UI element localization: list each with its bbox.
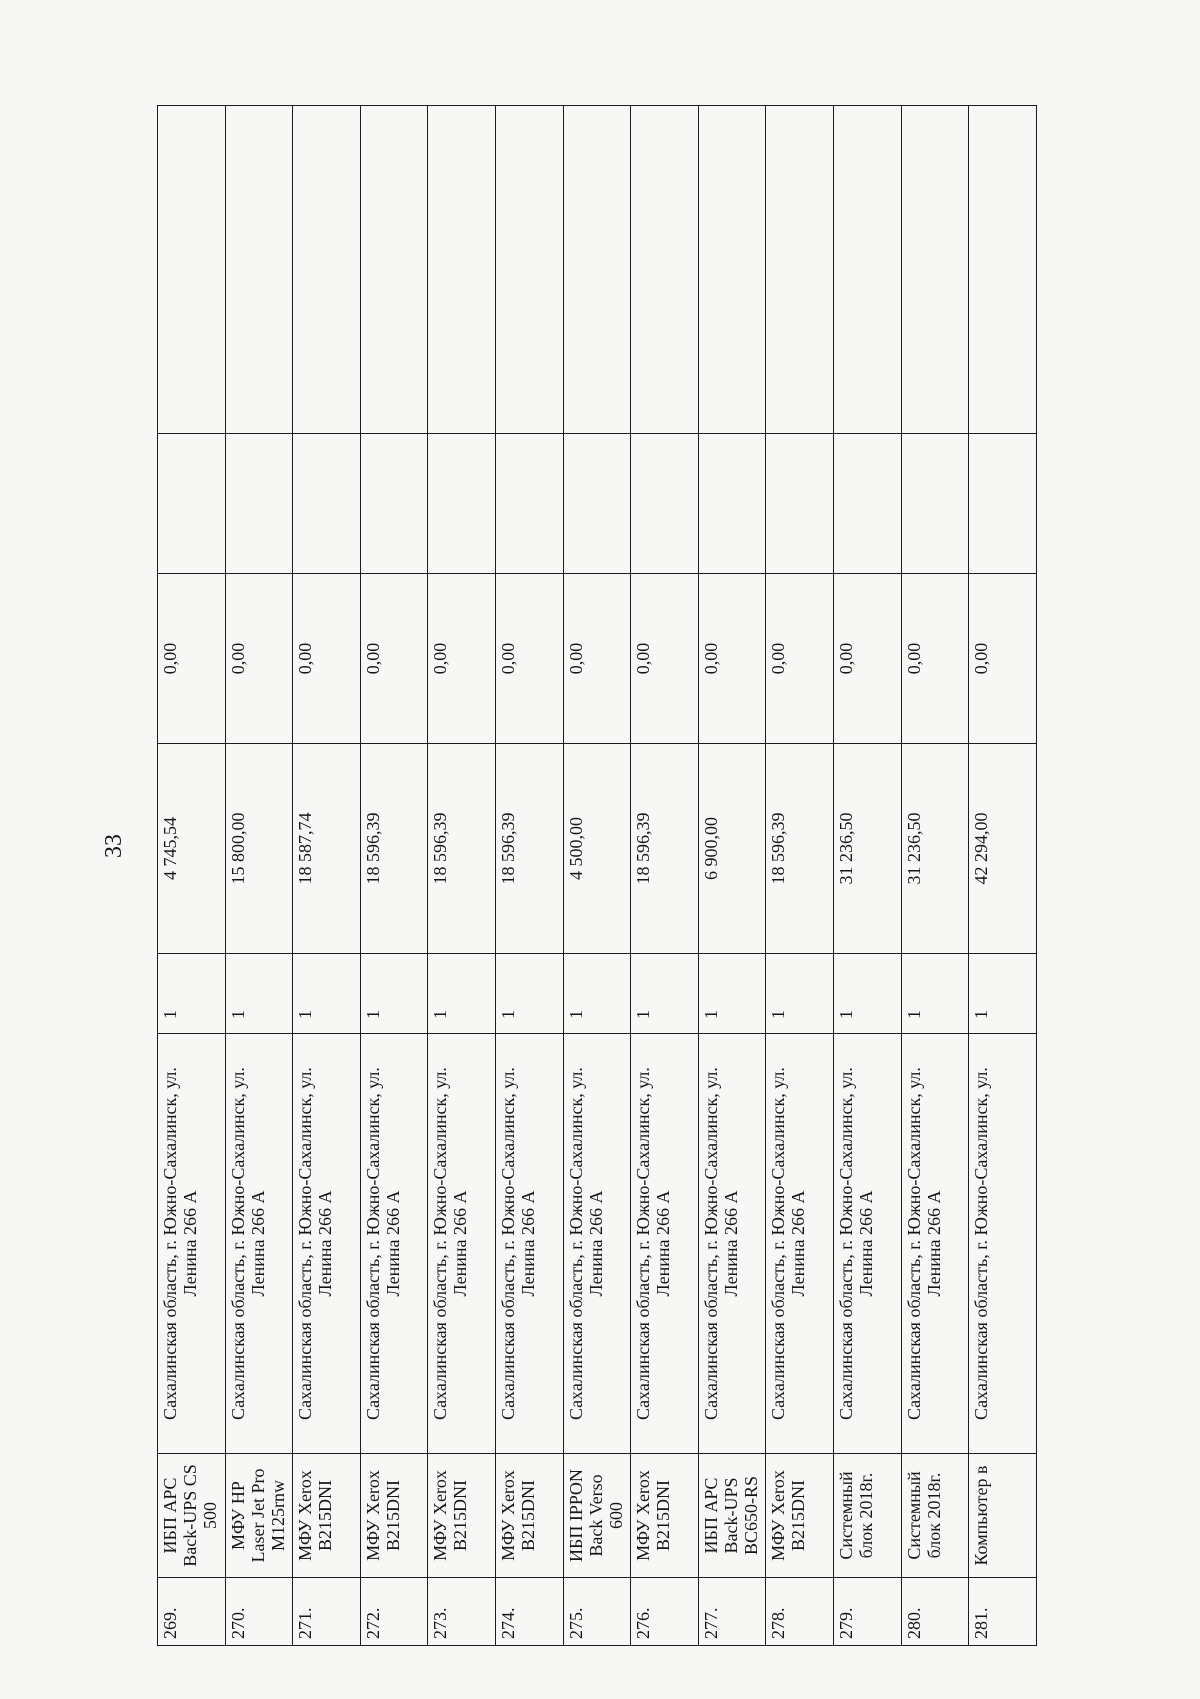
address-cell: Сахалинская область, г. Южно-Сахалинск, ул. Ленина 266 А [225,1034,293,1454]
cost-cell: 4 745,54 [158,744,226,954]
residual-value-cell: 0,00 [901,574,969,744]
empty-cell [766,434,834,574]
quantity-cell: 1 [766,954,834,1034]
page-number: 33 [100,834,127,858]
quantity-cell: 1 [631,954,699,1034]
row-number-cell: 274. [496,1578,564,1646]
empty-cell [496,106,564,434]
table-row [631,106,699,1646]
row-number-cell: 280. [901,1578,969,1646]
residual-value-cell: 0,00 [969,574,1037,744]
inventory-table [157,105,1037,1646]
empty-cell [766,106,834,434]
table-row [360,106,428,1646]
quantity-cell: 1 [563,954,631,1034]
empty-cell [360,434,428,574]
address-cell: Сахалинская область, г. Южно-Сахалинск, ул. Ленина 266 А [428,1034,496,1454]
item-name-cell: МФУ Xerox B215DNI [360,1454,428,1578]
table-row [901,106,969,1646]
empty-cell [563,106,631,434]
item-name-cell: МФУ Xerox B215DNI [766,1454,834,1578]
quantity-cell: 1 [293,954,361,1034]
item-name-cell: ИБП IPPON Back Verso 600 [563,1454,631,1578]
cost-cell: 15 800,00 [225,744,293,954]
empty-cell [969,434,1037,574]
cost-cell: 18 587,74 [293,744,361,954]
row-number-cell: 275. [563,1578,631,1646]
address-cell: Сахалинская область, г. Южно-Сахалинск, ул. Ленина 266 А [698,1034,766,1454]
residual-value-cell: 0,00 [428,574,496,744]
empty-cell [428,106,496,434]
quantity-cell: 1 [969,954,1037,1034]
address-cell: Сахалинская область, г. Южно-Сахалинск, ул. Ленина 266 А [496,1034,564,1454]
empty-cell [496,434,564,574]
cost-cell: 42 294,00 [969,744,1037,954]
address-cell: Сахалинская область, г. Южно-Сахалинск, ул. Ленина 266 А [360,1034,428,1454]
row-number-cell: 273. [428,1578,496,1646]
row-number-cell: 281. [969,1578,1037,1646]
item-name-cell: МФУ Xerox B215DNI [631,1454,699,1578]
table-row [834,106,902,1646]
quantity-cell: 1 [901,954,969,1034]
cost-cell: 4 500,00 [563,744,631,954]
quantity-cell: 1 [428,954,496,1034]
quantity-cell: 1 [496,954,564,1034]
empty-cell [901,106,969,434]
residual-value-cell: 0,00 [834,574,902,744]
quantity-cell: 1 [698,954,766,1034]
residual-value-cell: 0,00 [225,574,293,744]
address-cell: Сахалинская область, г. Южно-Сахалинск, ул. Ленина 266 А [158,1034,226,1454]
table-row [158,106,226,1646]
quantity-cell: 1 [834,954,902,1034]
item-name-cell: Системный блок 2018г. [901,1454,969,1578]
empty-cell [969,106,1037,434]
cost-cell: 18 596,39 [631,744,699,954]
cost-cell: 31 236,50 [901,744,969,954]
empty-cell [834,434,902,574]
item-name-cell: ИБП APC Back-UPS BC650-RS [698,1454,766,1578]
address-cell: Сахалинская область, г. Южно-Сахалинск, ул. Ленина 266 А [293,1034,361,1454]
empty-cell [428,434,496,574]
table-row [563,106,631,1646]
residual-value-cell: 0,00 [496,574,564,744]
empty-cell [901,434,969,574]
address-cell: Сахалинская область, г. Южно-Сахалинск, ул. [969,1034,1037,1454]
empty-cell [158,434,226,574]
item-name-cell: Системный блок 2018г. [834,1454,902,1578]
rotated-table-sheet [157,106,1037,1646]
address-cell: Сахалинская область, г. Южно-Сахалинск, ул. Ленина 266 А [563,1034,631,1454]
address-cell: Сахалинская область, г. Южно-Сахалинск, ул. Ленина 266 А [766,1034,834,1454]
quantity-cell: 1 [360,954,428,1034]
residual-value-cell: 0,00 [698,574,766,744]
cost-cell: 31 236,50 [834,744,902,954]
quantity-cell: 1 [158,954,226,1034]
empty-cell [225,106,293,434]
item-name-cell: ИБП APC Back-UPS CS 500 [158,1454,226,1578]
empty-cell [631,106,699,434]
address-cell: Сахалинская область, г. Южно-Сахалинск, ул. Ленина 266 А [901,1034,969,1454]
cost-cell: 18 596,39 [360,744,428,954]
address-cell: Сахалинская область, г. Южно-Сахалинск, ул. Ленина 266 А [834,1034,902,1454]
cost-cell: 18 596,39 [766,744,834,954]
table-row [698,106,766,1646]
row-number-cell: 279. [834,1578,902,1646]
row-number-cell: 277. [698,1578,766,1646]
residual-value-cell: 0,00 [293,574,361,744]
empty-cell [563,434,631,574]
table-row [766,106,834,1646]
quantity-cell: 1 [225,954,293,1034]
row-number-cell: 271. [293,1578,361,1646]
table-row [969,106,1037,1646]
cost-cell: 6 900,00 [698,744,766,954]
empty-cell [834,106,902,434]
empty-cell [225,434,293,574]
item-name-cell: МФУ HP Laser Jet Pro M125rnw [225,1454,293,1578]
row-number-cell: 276. [631,1578,699,1646]
cost-cell: 18 596,39 [496,744,564,954]
empty-cell [698,106,766,434]
item-name-cell: МФУ Xerox B215DNI [293,1454,361,1578]
inventory-body [158,106,1037,1646]
item-name-cell: МФУ Xerox B215DNI [496,1454,564,1578]
table-row [428,106,496,1646]
cost-cell: 18 596,39 [428,744,496,954]
row-number-cell: 269. [158,1578,226,1646]
item-name-cell: МФУ Xerox B215DNI [428,1454,496,1578]
table-row [225,106,293,1646]
row-number-cell: 270. [225,1578,293,1646]
residual-value-cell: 0,00 [158,574,226,744]
empty-cell [698,434,766,574]
residual-value-cell: 0,00 [563,574,631,744]
empty-cell [293,434,361,574]
table-row [293,106,361,1646]
empty-cell [360,106,428,434]
empty-cell [293,106,361,434]
empty-cell [631,434,699,574]
empty-cell [158,106,226,434]
residual-value-cell: 0,00 [360,574,428,744]
residual-value-cell: 0,00 [766,574,834,744]
residual-value-cell: 0,00 [631,574,699,744]
row-number-cell: 272. [360,1578,428,1646]
row-number-cell: 278. [766,1578,834,1646]
item-name-cell: Компьютер в [969,1454,1037,1578]
address-cell: Сахалинская область, г. Южно-Сахалинск, ул. Ленина 266 А [631,1034,699,1454]
table-row [496,106,564,1646]
